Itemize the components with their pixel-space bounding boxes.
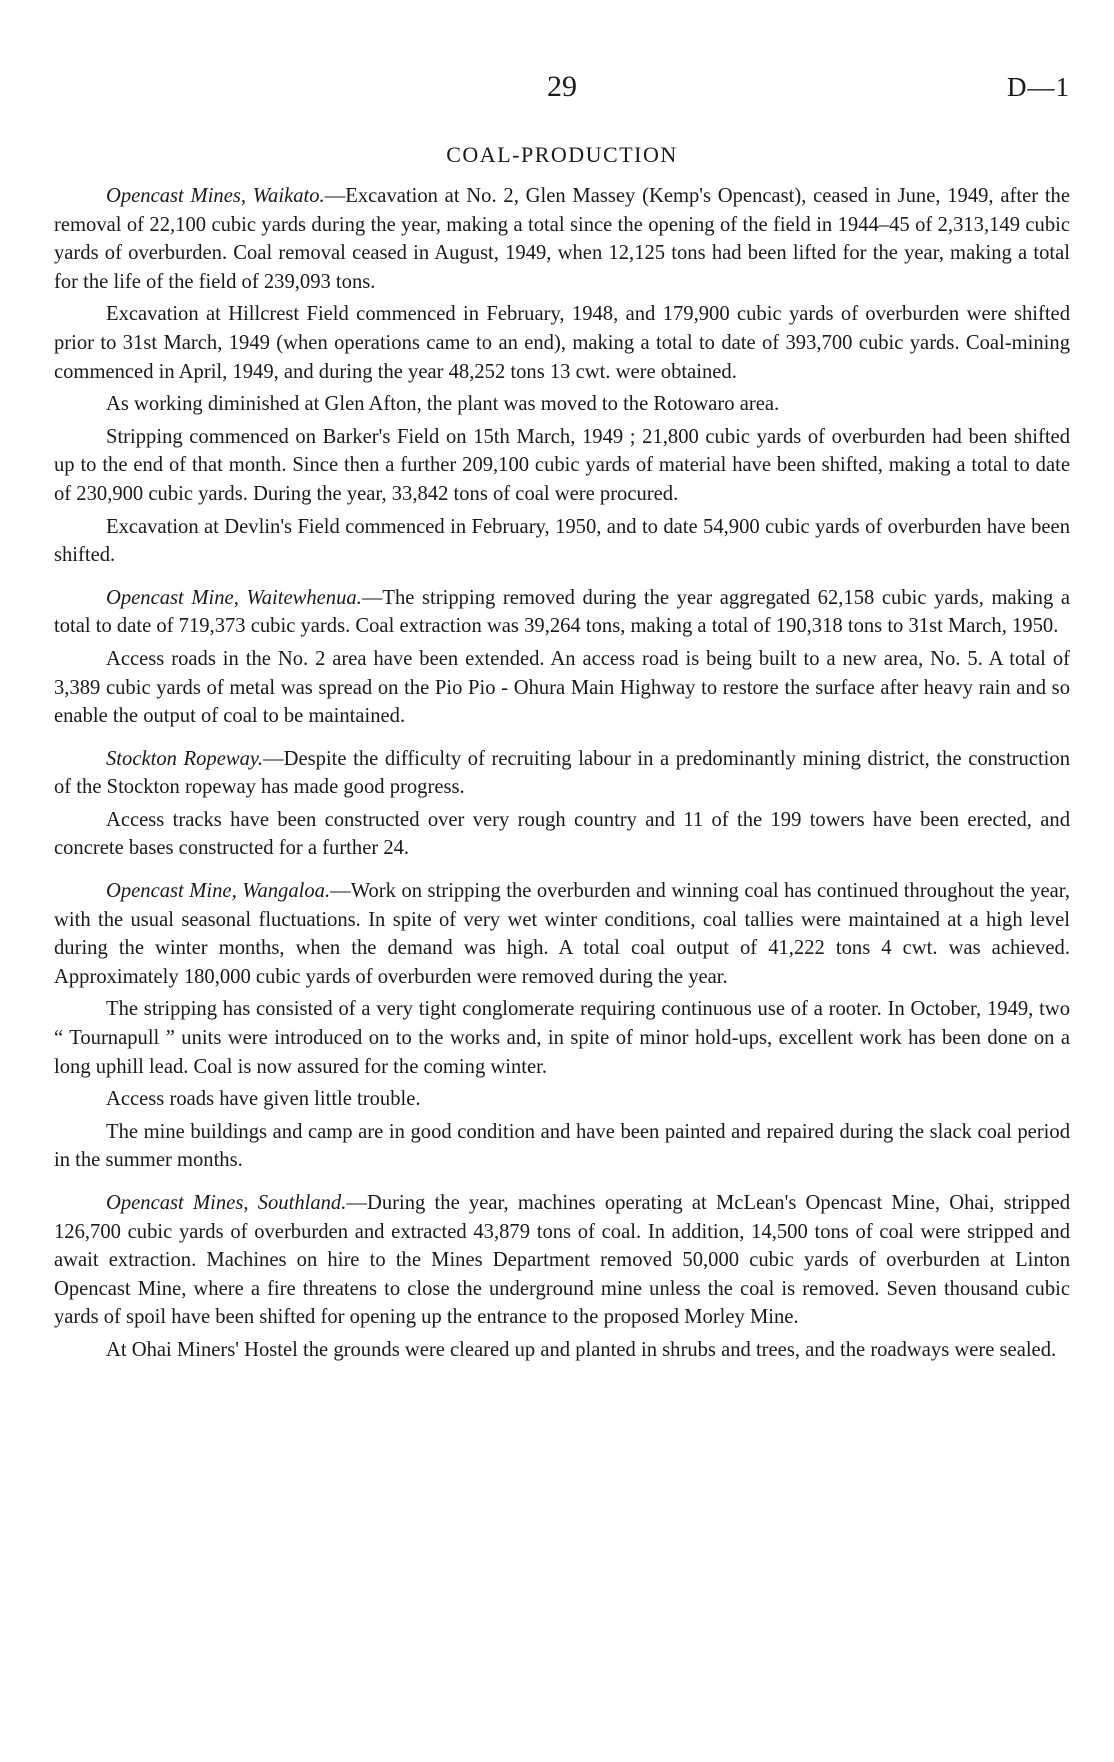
paragraph: Access roads have given little trouble.	[106, 1088, 421, 1111]
paragraph: Access roads in the No. 2 area have been extended. An access road is being built to a new area, No. 5. A total of 3,389 cubic yards of metal was spread on the Pio Pio - Ohura Main Highway to restore the surface after heavy rain and so enable the output of coal to be maintained.	[54, 647, 1070, 728]
paragraph-text: —The stripping removed during the year aggregated 62,158 cubic yards, making a total to date of 719,373 cubic yards. Coal extraction was 39,264 tons, making a total of 190,318 tons to 31st March, 1950.	[54, 586, 1070, 638]
paragraph-text: —Despite the difficulty of recruiting labour in a predominantly mining district, the construction of the Stockton ropeway has made good progress.	[54, 747, 1070, 799]
paragraph	[54, 1189, 1070, 1332]
paragraph: Excavation at Devlin's Field commenced in February, 1950, and to date 54,900 cubic yards of overburden have been shifted.	[54, 515, 1070, 567]
paragraph: As working diminished at Glen Afton, the plant was moved to the Rotowaro area.	[106, 393, 780, 416]
paragraph: At Ohai Miners' Hostel the grounds were cleared up and planted in shrubs and trees, and the roadways were sealed.	[106, 1338, 1057, 1361]
paragraph-text: —Excavation at No. 2, Glen Massey (Kemp's Opencast), ceased in June, 1949, after the removal of 22,100 cubic yards during the year, making a total since the opening of the field in 1944–45 of 2,313,149 cubic yards of overburden. Coal removal ceased in August, 1949, when 12,125 tons had been lifted for the year, making a total for the life of the field of 239,093 tons.	[54, 185, 1070, 293]
paragraph: Access tracks have been constructed over very rough country and 11 of the 199 towers have been erected, and concrete bases constructed for a further 24.	[54, 808, 1070, 860]
paragraph: The mine buildings and camp are in good condition and have been painted and repaired during the slack coal period in the summer months.	[54, 1120, 1070, 1172]
paragraph-text: —Work on stripping the overburden and winning coal has continued throughout the year, with the usual seasonal fluctuations. In spite of very wet winter conditions, coal tallies were maintained at a high level during the winter months, when the demand was high. A total coal output of 41,222 tons 4 cwt. was achieved. Approximately 180,000 cubic yards of overburden were removed during the year.	[54, 880, 1070, 988]
paragraph-lead: Opencast Mine, Wangaloa.	[106, 880, 331, 903]
running-head	[54, 70, 1070, 120]
paragraph-lead: Opencast Mines, Southland.	[106, 1192, 347, 1214]
paragraph-text: —During the year, machines operating at McLean's Opencast Mine, Ohai, stripped 126,700 cubic yards of overburden and extracted 43,879 tons of coal. In addition, 14,500 tons of coal were stripped and await extraction. Machines on hire to the Mines Department removed 50,000 cubic yards of overburden at Linton Opencast Mine, where a fire threatens to close the underground mine unless the coal is removed. Seven thousand cubic yards of spoil have been shifted for opening up the entrance to the proposed Morley Mine.	[54, 1192, 1071, 1329]
paragraph-lead: Opencast Mines, Waikato.	[106, 185, 325, 207]
paragraph	[54, 745, 1070, 802]
paragraph	[54, 877, 1070, 991]
section-title: COAL-PRODUCTION	[446, 142, 678, 167]
document-page	[54, 70, 1070, 1369]
paragraph: Stripping commenced on Barker's Field on 15th March, 1949 ; 21,800 cubic yards of overburden had been shifted up to the end of that month. Since then a further 209,100 cubic yards of material have been shifted, making a total to date of 230,900 cubic yards. During the year, 33,842 tons of coal were procured.	[54, 425, 1070, 505]
paragraph: The stripping has consisted of a very tight conglomerate requiring continuous use of a rooter. In October, 1949, two “ Tournapull ” units were introduced on to the works and, in spite of minor hold-ups, excellent work has been done on a long uphill lead. Coal is now assured for the coming winter.	[54, 998, 1070, 1078]
report-code: D—1	[1007, 72, 1070, 102]
paragraph	[54, 182, 1070, 296]
paragraph-lead: Opencast Mine, Waitewhenua.	[106, 586, 362, 609]
paragraph: Excavation at Hillcrest Field commenced in February, 1948, and 179,900 cubic yards of overburden were shifted prior to 31st March, 1949 (when operations came to an end), making a total to date of 393,700 cubic yards. Coal-mining commenced in April, 1949, and during the year 48,252 tons 13 cwt. were obtained.	[54, 303, 1070, 383]
paragraph-lead: Stockton Ropeway.	[106, 747, 264, 770]
page-number: 29	[547, 70, 577, 103]
paragraph	[54, 584, 1070, 641]
